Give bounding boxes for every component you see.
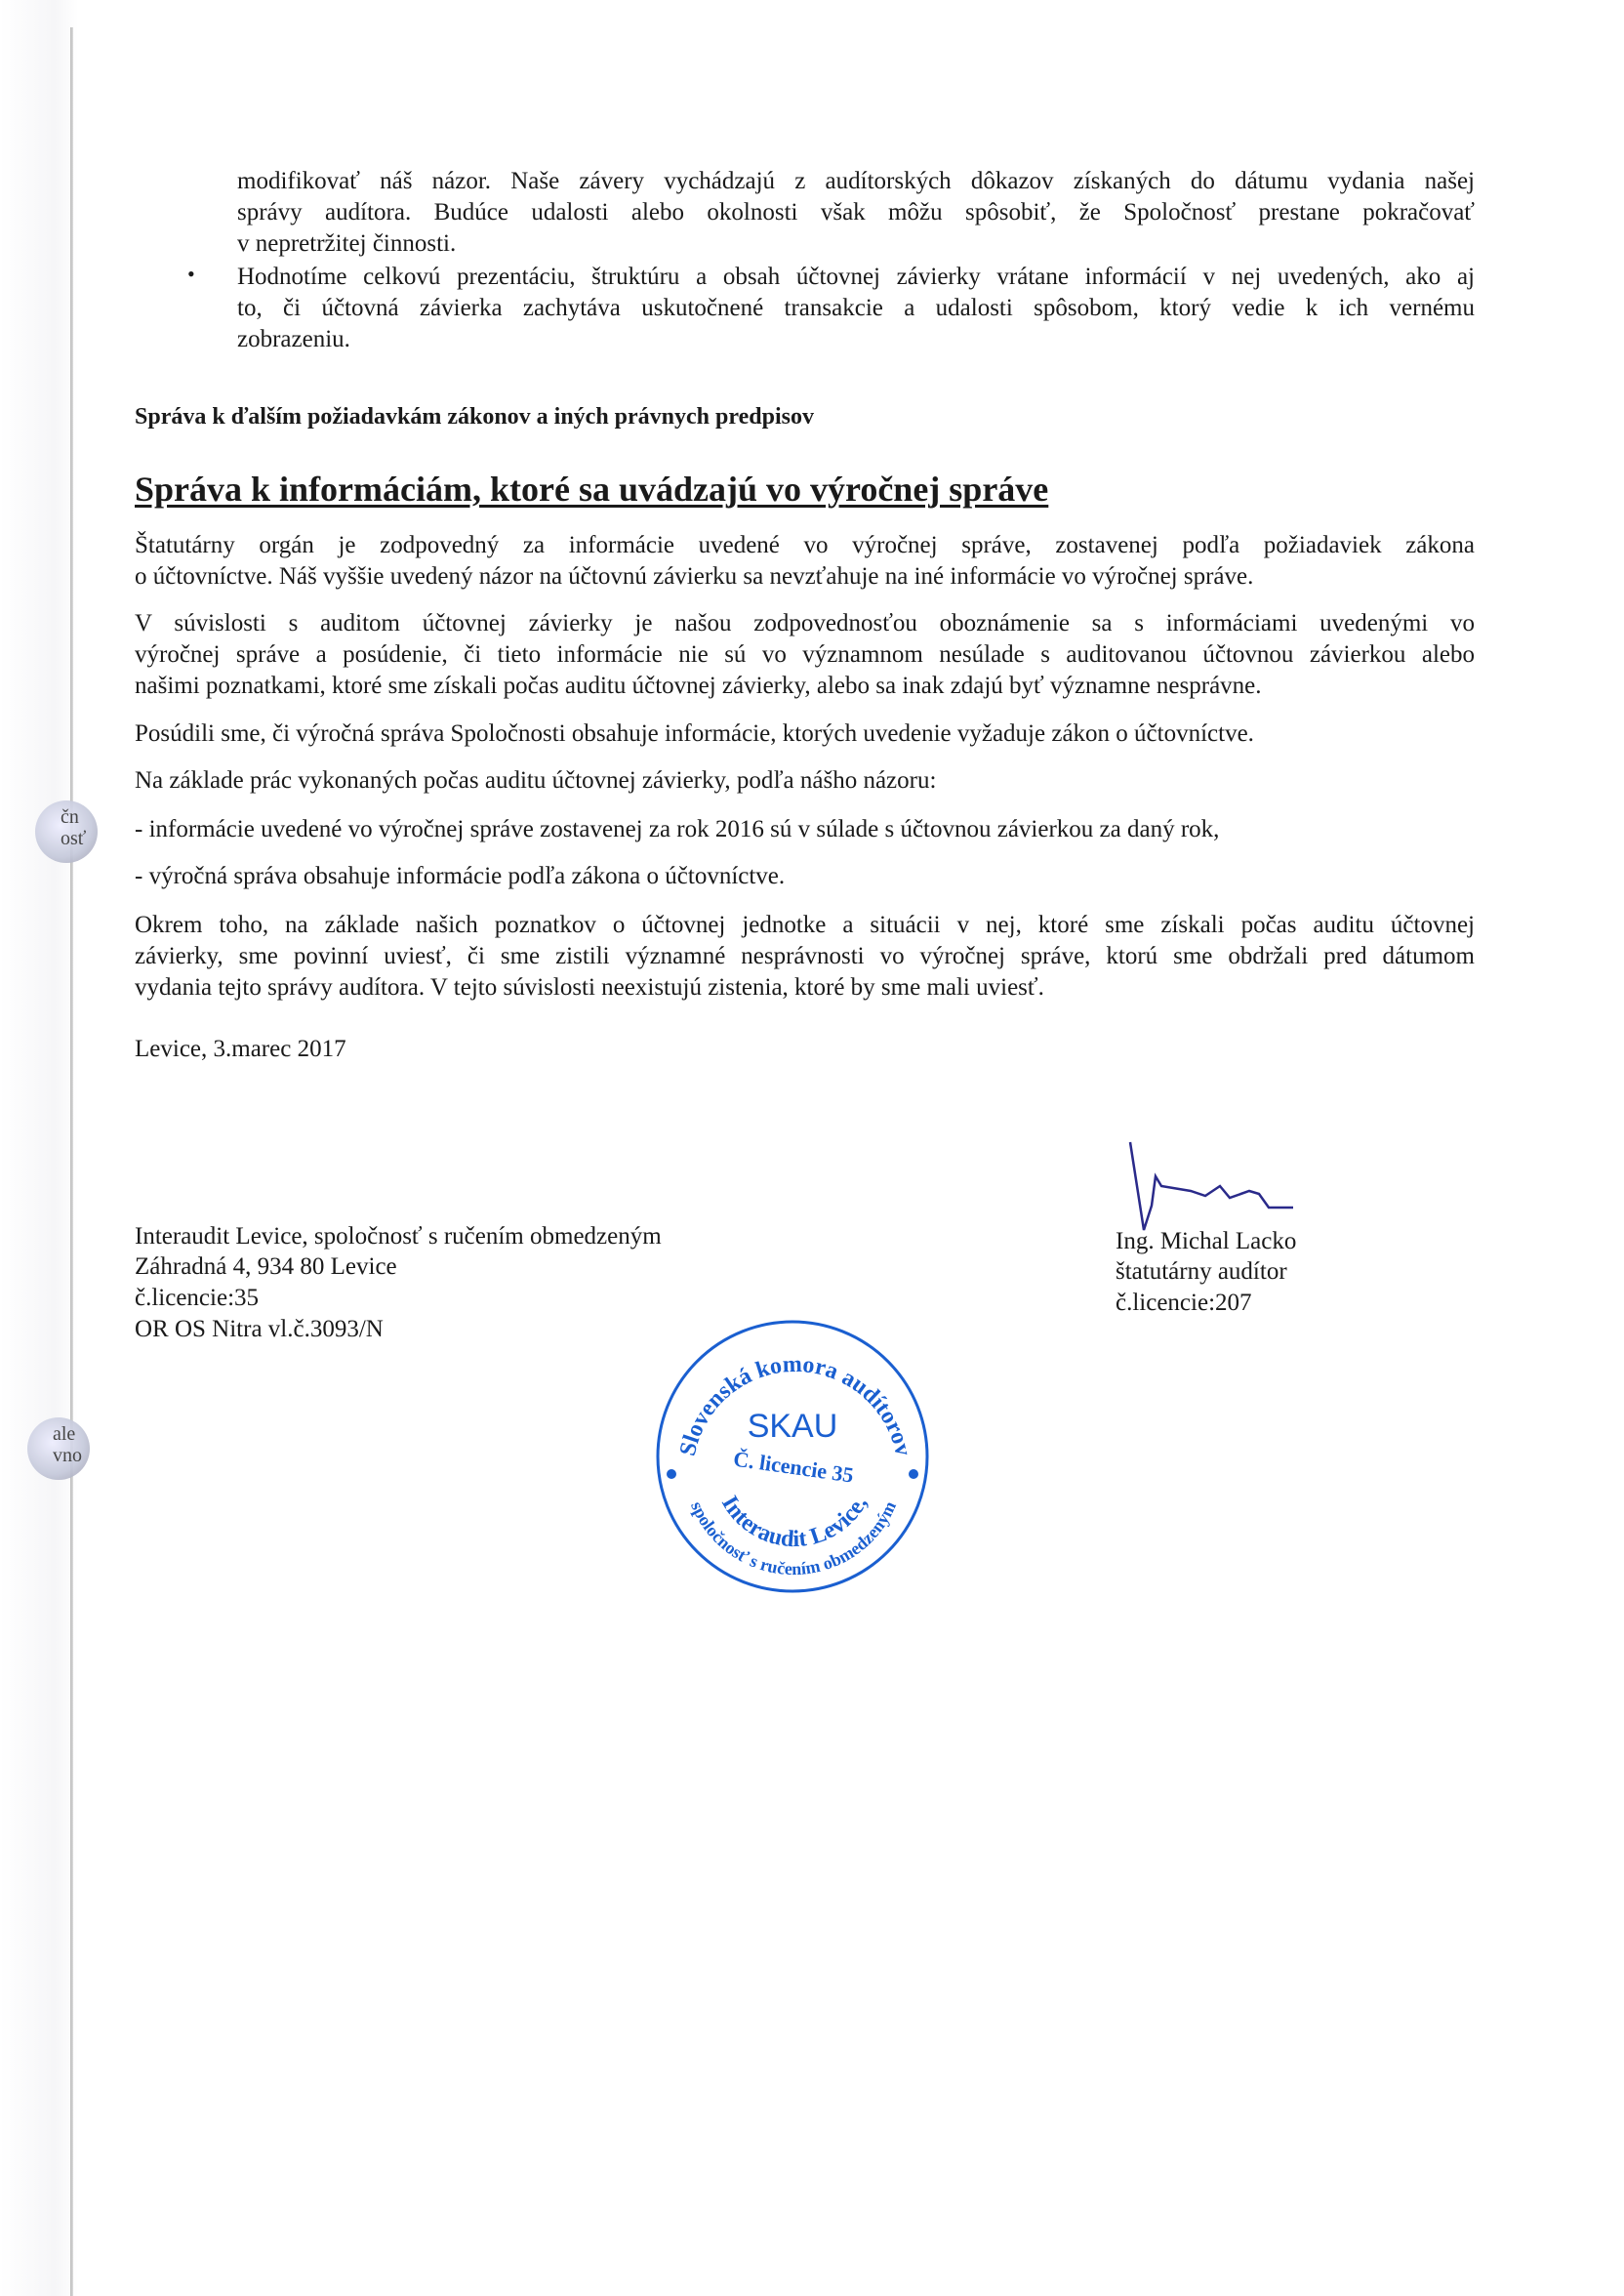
company-registry: OR OS Nitra vl.č.3093/N — [135, 1316, 384, 1342]
text-line: o účtovníctve. Náš vyššie uvedený názor na účtovnú závierku sa nevzťahuje na iné informácie vo výročnej správe. — [135, 563, 1254, 590]
stamp-inner-bottom: Interaudit Levice, — [715, 1492, 873, 1553]
date-line: Levice, 3.marec 2017 — [135, 1036, 346, 1062]
section-subheading: Správa k ďalším požiadavkám zákonov a iných právnych predpisov — [135, 404, 814, 430]
bullet-icon: • — [187, 262, 195, 286]
company-license: č.licencie:35 — [135, 1285, 260, 1311]
text-line: Okrem toho, na základe našich poznatkov o účtovnej jednotke a situácii v nej, ktoré sme získali počas auditu účtovnej — [135, 912, 1475, 938]
company-name: Interaudit Levice, spoločnosť s ručením obmedzeným — [135, 1223, 662, 1250]
text-line: modifikovať náš názor. Naše závery vychádzajú z audítorských dôkazov získaných do dátumu vydania našej — [237, 168, 1475, 194]
hole-mark-text: čn osť — [61, 806, 87, 849]
stamp-outer-top: Slovenská komora audítorov — [674, 1351, 916, 1458]
binder-line — [70, 27, 73, 2296]
text-line: správy audítora. Budúce udalosti alebo okolnosti však môžu spôsobiť, že Spoločnosť prestane pokračovať — [237, 199, 1475, 226]
auditor-license: č.licencie:207 — [1116, 1290, 1252, 1316]
punch-hole-mark — [35, 800, 98, 863]
hole-mark-text: ale vno — [53, 1423, 82, 1466]
company-stamp — [654, 1318, 932, 1596]
section-heading: Správa k informáciám, ktoré sa uvádzajú vo výročnej správe — [135, 470, 1049, 509]
company-address: Záhradná 4, 934 80 Levice — [135, 1253, 397, 1280]
text-line: výročnej správe a posúdenie, či tieto informácie nie sú vo významnom nesúlade s auditovanou účtovnou závierkou alebo — [135, 641, 1475, 668]
text-line: V súvislosti s auditom účtovnej závierky je našou zodpovednosťou oboznámenie sa s informáciami uvedenými vo — [135, 610, 1475, 636]
list-item: - informácie uvedené vo výročnej správe zostavenej za rok 2016 sú v súlade s účtovnou závierkou za daný rok, — [135, 816, 1220, 842]
text-line: v nepretržitej činnosti. — [237, 230, 457, 257]
list-item: - výročná správa obsahuje informácie podľa zákona o účtovníctve. — [135, 863, 786, 889]
text-line: Na základe prác vykonaných počas auditu účtovnej závierky, podľa nášho názoru: — [135, 767, 937, 794]
text-line: Posúdili sme, či výročná správa Spoločnosti obsahuje informácie, ktorých uvedenie vyžaduje zákon o účtovníctve. — [135, 720, 1254, 747]
auditor-name: Ing. Michal Lacko — [1116, 1228, 1297, 1254]
text-line: našimi poznatkami, ktoré sme získali počas auditu účtovnej závierky, alebo sa inak zdajú byť významne nesprávne. — [135, 673, 1262, 699]
stamp-outer-bottom: spoločnosť s ručením obmedzeným — [687, 1497, 901, 1579]
scan-edge-shadow — [0, 0, 78, 2296]
punch-hole-mark — [27, 1417, 90, 1480]
text-line: závierky, sme povinní uviesť, či sme zistili významné nesprávnosti vo výročnej správe, ktorú sme obdržali pred dátumom — [135, 943, 1475, 969]
text-line: vydania tejto správy audítora. V tejto súvislosti neexistujú zistenia, ktoré by sme mali uviesť. — [135, 974, 1044, 1001]
text-line: Hodnotíme celkovú prezentáciu, štruktúru a obsah účtovnej závierky vrátane informácií v nej uvedených, ako aj — [237, 264, 1475, 290]
stamp-license: Č. licencie 35 — [731, 1446, 856, 1488]
auditor-title: štatutárny audítor — [1116, 1258, 1287, 1285]
text-line: Štatutárny orgán je zodpovedný za informácie uvedené vo výročnej správe, zostavenej podľa požiadaviek zákona — [135, 532, 1475, 558]
text-line: zobrazeniu. — [237, 326, 350, 352]
stamp-center: SKAU — [747, 1408, 838, 1445]
text-line: to, či účtovná závierka zachytáva uskutočnené transakcie a udalosti spôsobom, ktorý vedie k ich vernému — [237, 295, 1475, 321]
